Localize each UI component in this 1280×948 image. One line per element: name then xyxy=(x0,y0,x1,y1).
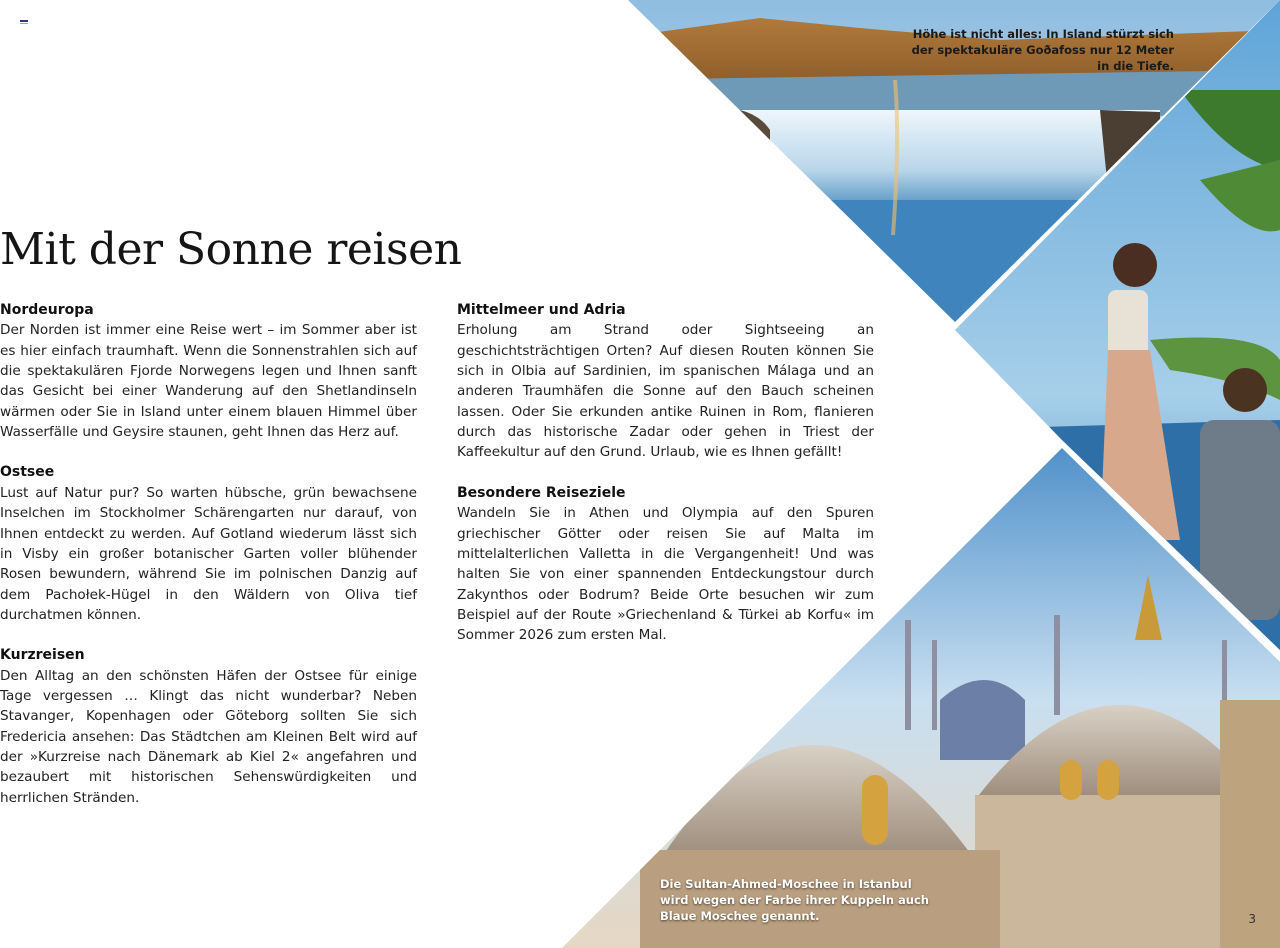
caption-waterfall: Höhe ist nicht alles: In Island stürzt sich der spektakuläre Goðafoss nur 12 Meter in die Tiefe. xyxy=(911,27,1174,73)
section-text: Wandeln Sie in Athen und Olympia auf den Spuren griechischer Götter oder reisen Sie auf Malta im mittelalterlichen Valletta in die Vergangenheit! Und was halten Sie von einer spannenden Entdeckungstour durch Zakynthos oder Bodrum? Beide Orte besuchen wir zum Beispiel auf der Route »Griechenland & Türkei ab Korfu« im Sommer 2026 zum ersten Mal. xyxy=(457,505,874,644)
section-heading: Mittelmeer und Adria xyxy=(457,302,626,318)
section-heading: Besondere Reiseziele xyxy=(457,484,626,501)
section-text: Lust auf Natur pur? So warten hübsche, grün bewachsene Inselchen im Stockholmer Schärengarten nur darauf, von Ihnen entdeckt zu werden. Auf Gotland wiederum lässt sich in Visby ein großer botanischer Garten voller blühender Rosen bewundern, während Sie im polnischen Danzig auf dem Pachołek-Hügel in den Wäldern von Oliva tief durchatmen können. xyxy=(0,484,417,623)
section-kurzreisen xyxy=(0,645,417,808)
text-column-left xyxy=(0,300,417,828)
section-ostsee xyxy=(0,462,417,625)
caption-mosque: Die Sultan-Ahmed-Moschee in Istanbul wird wegen der Farbe ihrer Kuppeln auch Blaue Moschee genannt. xyxy=(660,877,929,923)
page-number: 3 xyxy=(1248,912,1256,926)
section-besondere-reiseziele xyxy=(457,483,874,646)
section-nordeuropa xyxy=(0,300,417,442)
section-heading: Ostsee xyxy=(0,464,55,481)
section-heading: Kurzreisen xyxy=(0,647,85,664)
section-text: Der Norden ist immer eine Reise wert – im Sommer aber ist es hier einfach traumhaft. Wenn die Sonnenstrahlen sich auf die spektakulären Fjorde Norwegens legen und Ihnen sanft das Gesicht bei einer Wanderung auf den Shetlandinseln wärmen oder Sie in Island unter einem blauen Himmel über Wasserfälle und Geysire staunen, geht Ihnen das Herz auf. xyxy=(0,322,417,441)
section-mittelmeer xyxy=(457,300,874,463)
section-text: Erholung am Strand oder Sightseeing an geschichtsträchtigen Orten? Auf diesen Routen können Sie sich in Olbia auf Sardinien, im spanischen Málaga und an anderen Traumhäfen die Sonne auf den Bauch scheinen lassen. Oder Sie erkunden antike Ruinen in Rom, flanieren durch das historische Zadar oder gehen in Triest der Kaffeekultur auf den Grund. Urlaub, wie es Ihnen gefällt! xyxy=(457,322,874,461)
page-title: Mit der Sonne reisen xyxy=(0,224,462,275)
text-column-right xyxy=(457,300,874,666)
section-text: Den Alltag an den schönsten Häfen der Ostsee für einige Tage vergessen … Klingt das nicht wunderbar? Neben Stavanger, Kopenhagen oder Göteborg sollten Sie sich Fredericia ansehen: Das Städtchen am Kleinen Belt wird auf der »Kurzreise nach Dänemark ab Kiel 2« angefahren und bezaubert mit historischen Sehenswürdigkeiten und herrlichen Stränden. xyxy=(0,667,417,806)
section-heading: Nordeuropa xyxy=(0,302,94,318)
